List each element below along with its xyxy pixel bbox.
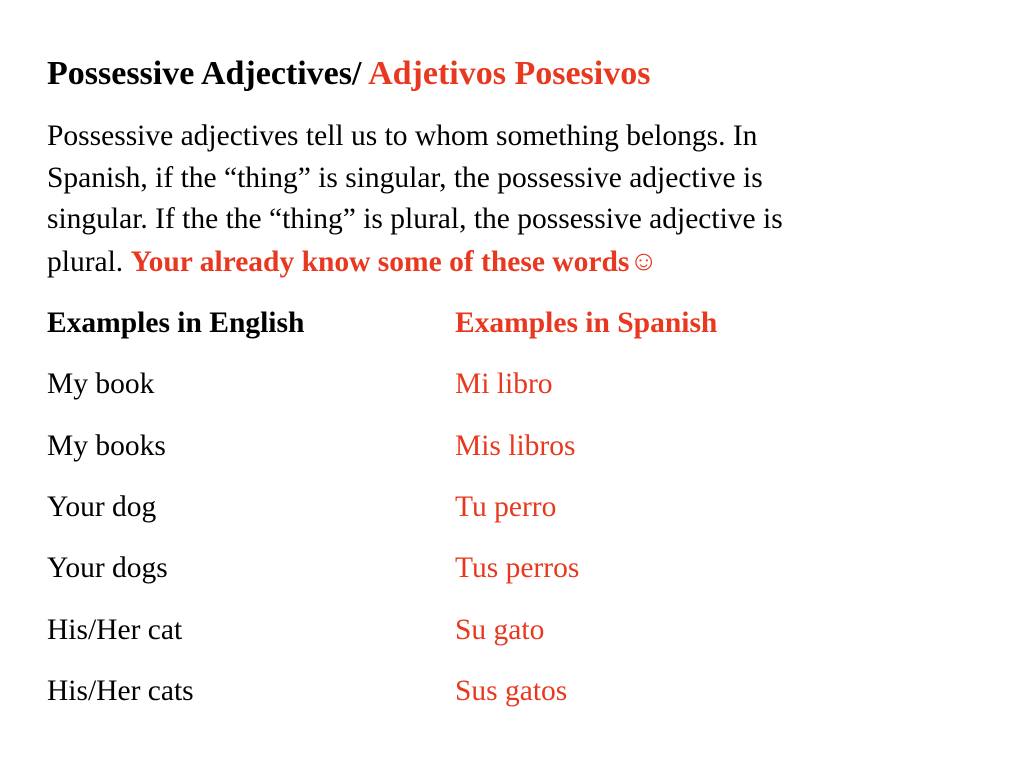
example-spanish: Sus gatos (455, 675, 568, 707)
examples-header-spanish: Examples in Spanish (455, 307, 718, 339)
example-row (47, 547, 947, 589)
example-spanish: Tu perro (455, 491, 557, 523)
example-spanish: Su gato (455, 614, 545, 646)
example-english: Your dogs (47, 552, 168, 584)
example-row (47, 363, 947, 405)
title-spanish: Adjetivos Posesivos (368, 55, 651, 92)
intro-line-2: Spanish, if the “thing” is singular, the possessive adjective is (47, 161, 763, 194)
example-english: My book (47, 368, 155, 400)
example-english: His/Her cats (47, 675, 194, 707)
example-row (47, 486, 947, 528)
example-row (47, 609, 947, 651)
smiley-icon: ☺ (629, 245, 658, 277)
examples-header-english: Examples in English (47, 307, 305, 339)
intro-line-1: Possessive adjectives tell us to whom something belongs. In (47, 120, 758, 152)
intro-line-3: singular. If the the “thing” is plural, the possessive adjective is (47, 203, 783, 235)
example-spanish: Mi libro (455, 368, 553, 400)
example-row (47, 670, 947, 712)
intro-line-4-start: plural. (47, 245, 131, 278)
example-english: Your dog (47, 491, 157, 523)
intro-paragraph (47, 116, 947, 283)
example-english: His/Her cat (47, 614, 183, 646)
example-english: My books (47, 430, 166, 462)
intro-line-4 (47, 241, 947, 284)
example-row (47, 425, 947, 467)
title-english: Possessive Adjectives/ (47, 55, 369, 92)
highlight-text: Your already know some of these words (130, 245, 630, 278)
example-spanish: Mis libros (455, 430, 576, 462)
example-spanish: Tus perros (455, 552, 580, 584)
examples-header-row (47, 302, 947, 344)
page-title (47, 50, 650, 98)
